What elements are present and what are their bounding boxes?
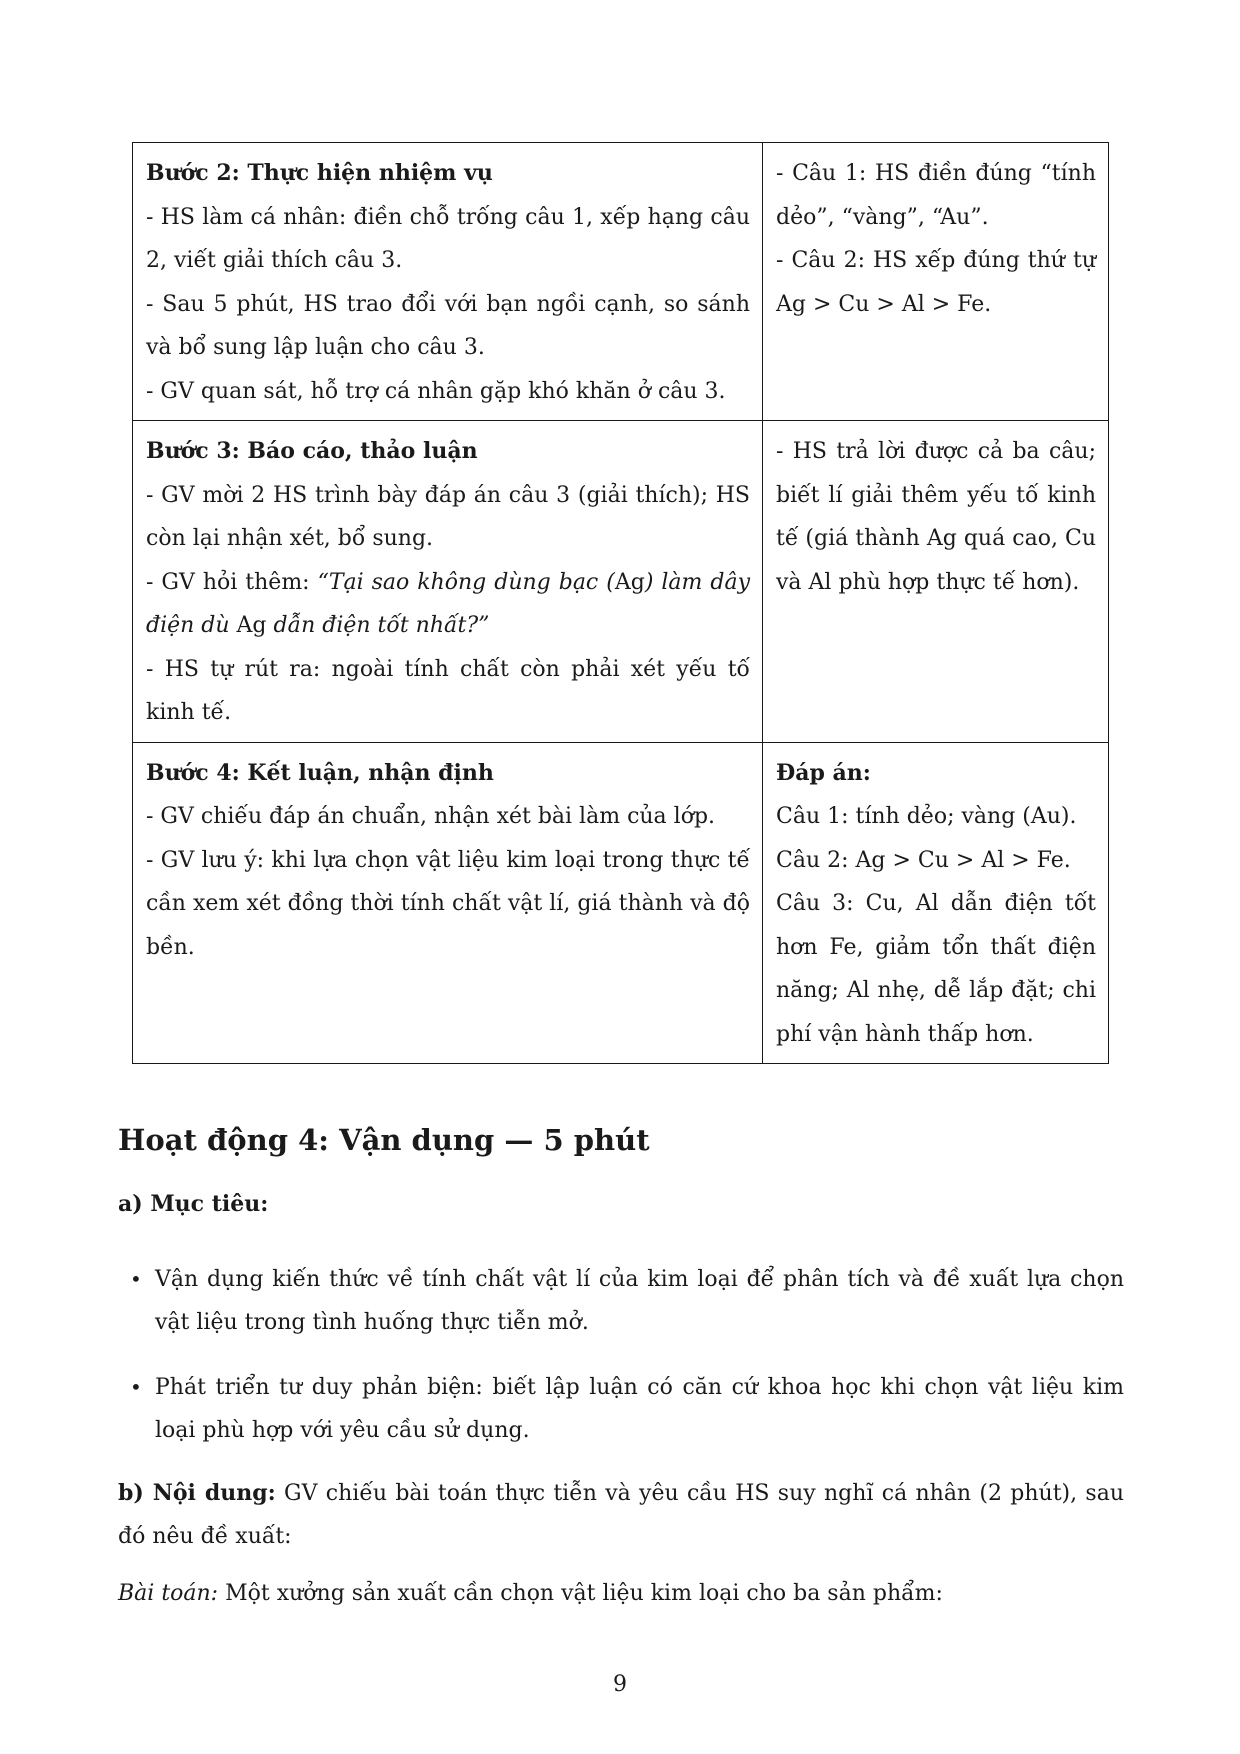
step-2-line: - HS làm cá nhân: điền chỗ trống câu 1, xếp hạng câu 2, viết giải thích câu 3. — [146, 204, 750, 273]
step-4-result-cell — [763, 742, 1109, 1064]
question-prefix: - GV hỏi thêm: — [146, 569, 318, 595]
objective-text: Vận dụng kiến thức về tính chất vật lí của kim loại để phân tích và đề xuất lựa chọn vật liệu trong tình huống thực tiễn mở. — [155, 1267, 1124, 1335]
objectives-list — [118, 1258, 1124, 1474]
answer-line: Câu 3: Cu, Al dẫn điện tốt hơn Fe, giảm tổn thất điện năng; Al nhẹ, dễ lắp đặt; chi phí vận hành thấp hơn. — [776, 891, 1096, 1047]
problem-label: Bài toán: — [118, 1581, 219, 1606]
question-text: “Tại sao không dùng bạc ( — [317, 569, 615, 595]
step-2-result: - Câu 2: HS xếp đúng thứ tự Ag > Cu > Al > Fe. — [776, 248, 1096, 317]
activity-heading: Hoạt động 4: Vận dụng — 5 phút — [118, 1123, 650, 1157]
step-4-title: Bước 4: Kết luận, nhận định — [146, 759, 494, 786]
step-3-result: - HS trả lời được cả ba câu; biết lí giải thêm yếu tố kinh tế (giá thành Ag quá cao, Cu và Al phù hợp thực tế hơn). — [776, 439, 1096, 595]
problem-paragraph — [118, 1572, 1124, 1615]
bullet-icon: • — [130, 1267, 142, 1291]
step-4-cell — [133, 742, 763, 1064]
step-2-result-cell — [763, 143, 1109, 421]
question-symbol: Ag — [236, 613, 267, 638]
step-3-cell — [133, 421, 763, 743]
step-4-line: - GV chiếu đáp án chuẩn, nhận xét bài làm của lớp. — [146, 804, 716, 829]
answer-line: Câu 2: Ag > Cu > Al > Fe. — [776, 847, 1071, 873]
answer-title: Đáp án: — [776, 759, 871, 786]
step-4-line: - GV lưu ý: khi lựa chọn vật liệu kim loại trong thực tế cần xem xét đồng thời tính chất vật lí, giá thành và độ bền. — [146, 847, 750, 960]
table-row — [133, 421, 1109, 743]
step-2-line: - GV quan sát, hỗ trợ cá nhân gặp khó khăn ở câu 3. — [146, 378, 726, 404]
question-symbol: Ag — [614, 569, 645, 595]
step-3-line: - GV mời 2 HS trình bày đáp án câu 3 (giải thích); HS còn lại nhận xét, bổ sung. — [146, 482, 750, 551]
step-3-line: - HS tự rút ra: ngoài tính chất còn phải xét yếu tố kinh tế. — [146, 656, 750, 725]
content-paragraph — [118, 1472, 1124, 1558]
objectives-label: a) Mục tiêu: — [118, 1191, 269, 1217]
step-3-question-line — [146, 561, 750, 648]
question-text: ) làm dây điện dù — [146, 569, 751, 638]
steps-table — [132, 142, 1109, 1064]
question-text: dẫn điện tốt nhất?” — [266, 613, 490, 638]
bullet-icon: • — [130, 1375, 142, 1399]
content-label: b) Nội dung: — [118, 1480, 276, 1506]
step-3-result-cell — [763, 421, 1109, 743]
step-2-cell — [133, 143, 763, 421]
content-text: GV chiếu bài toán thực tiễn và yêu cầu HS suy nghĩ cá nhân (2 phút), sau đó nêu đề xuất: — [118, 1481, 1124, 1549]
page-number: 9 — [613, 1672, 627, 1697]
problem-text: Một xưởng sản xuất cần chọn vật liệu kim loại cho ba sản phẩm: — [218, 1581, 943, 1606]
step-3-title: Bước 3: Báo cáo, thảo luận — [146, 438, 478, 464]
step-2-title: Bước 2: Thực hiện nhiệm vụ — [146, 160, 493, 186]
list-item — [118, 1258, 1124, 1344]
answer-line: Câu 1: tính dẻo; vàng (Au). — [776, 804, 1077, 829]
step-2-result: - Câu 1: HS điền đúng “tính dẻo”, “vàng”, “Au”. — [776, 161, 1096, 230]
list-item — [118, 1366, 1124, 1452]
table-row — [133, 143, 1109, 421]
objective-text: Phát triển tư duy phản biện: biết lập luận có căn cứ khoa học khi chọn vật liệu kim loại phù hợp với yêu cầu sử dụng. — [155, 1375, 1124, 1443]
step-2-line: - Sau 5 phút, HS trao đổi với bạn ngồi cạnh, so sánh và bổ sung lập luận cho câu 3. — [146, 291, 750, 360]
table-row — [133, 742, 1109, 1064]
